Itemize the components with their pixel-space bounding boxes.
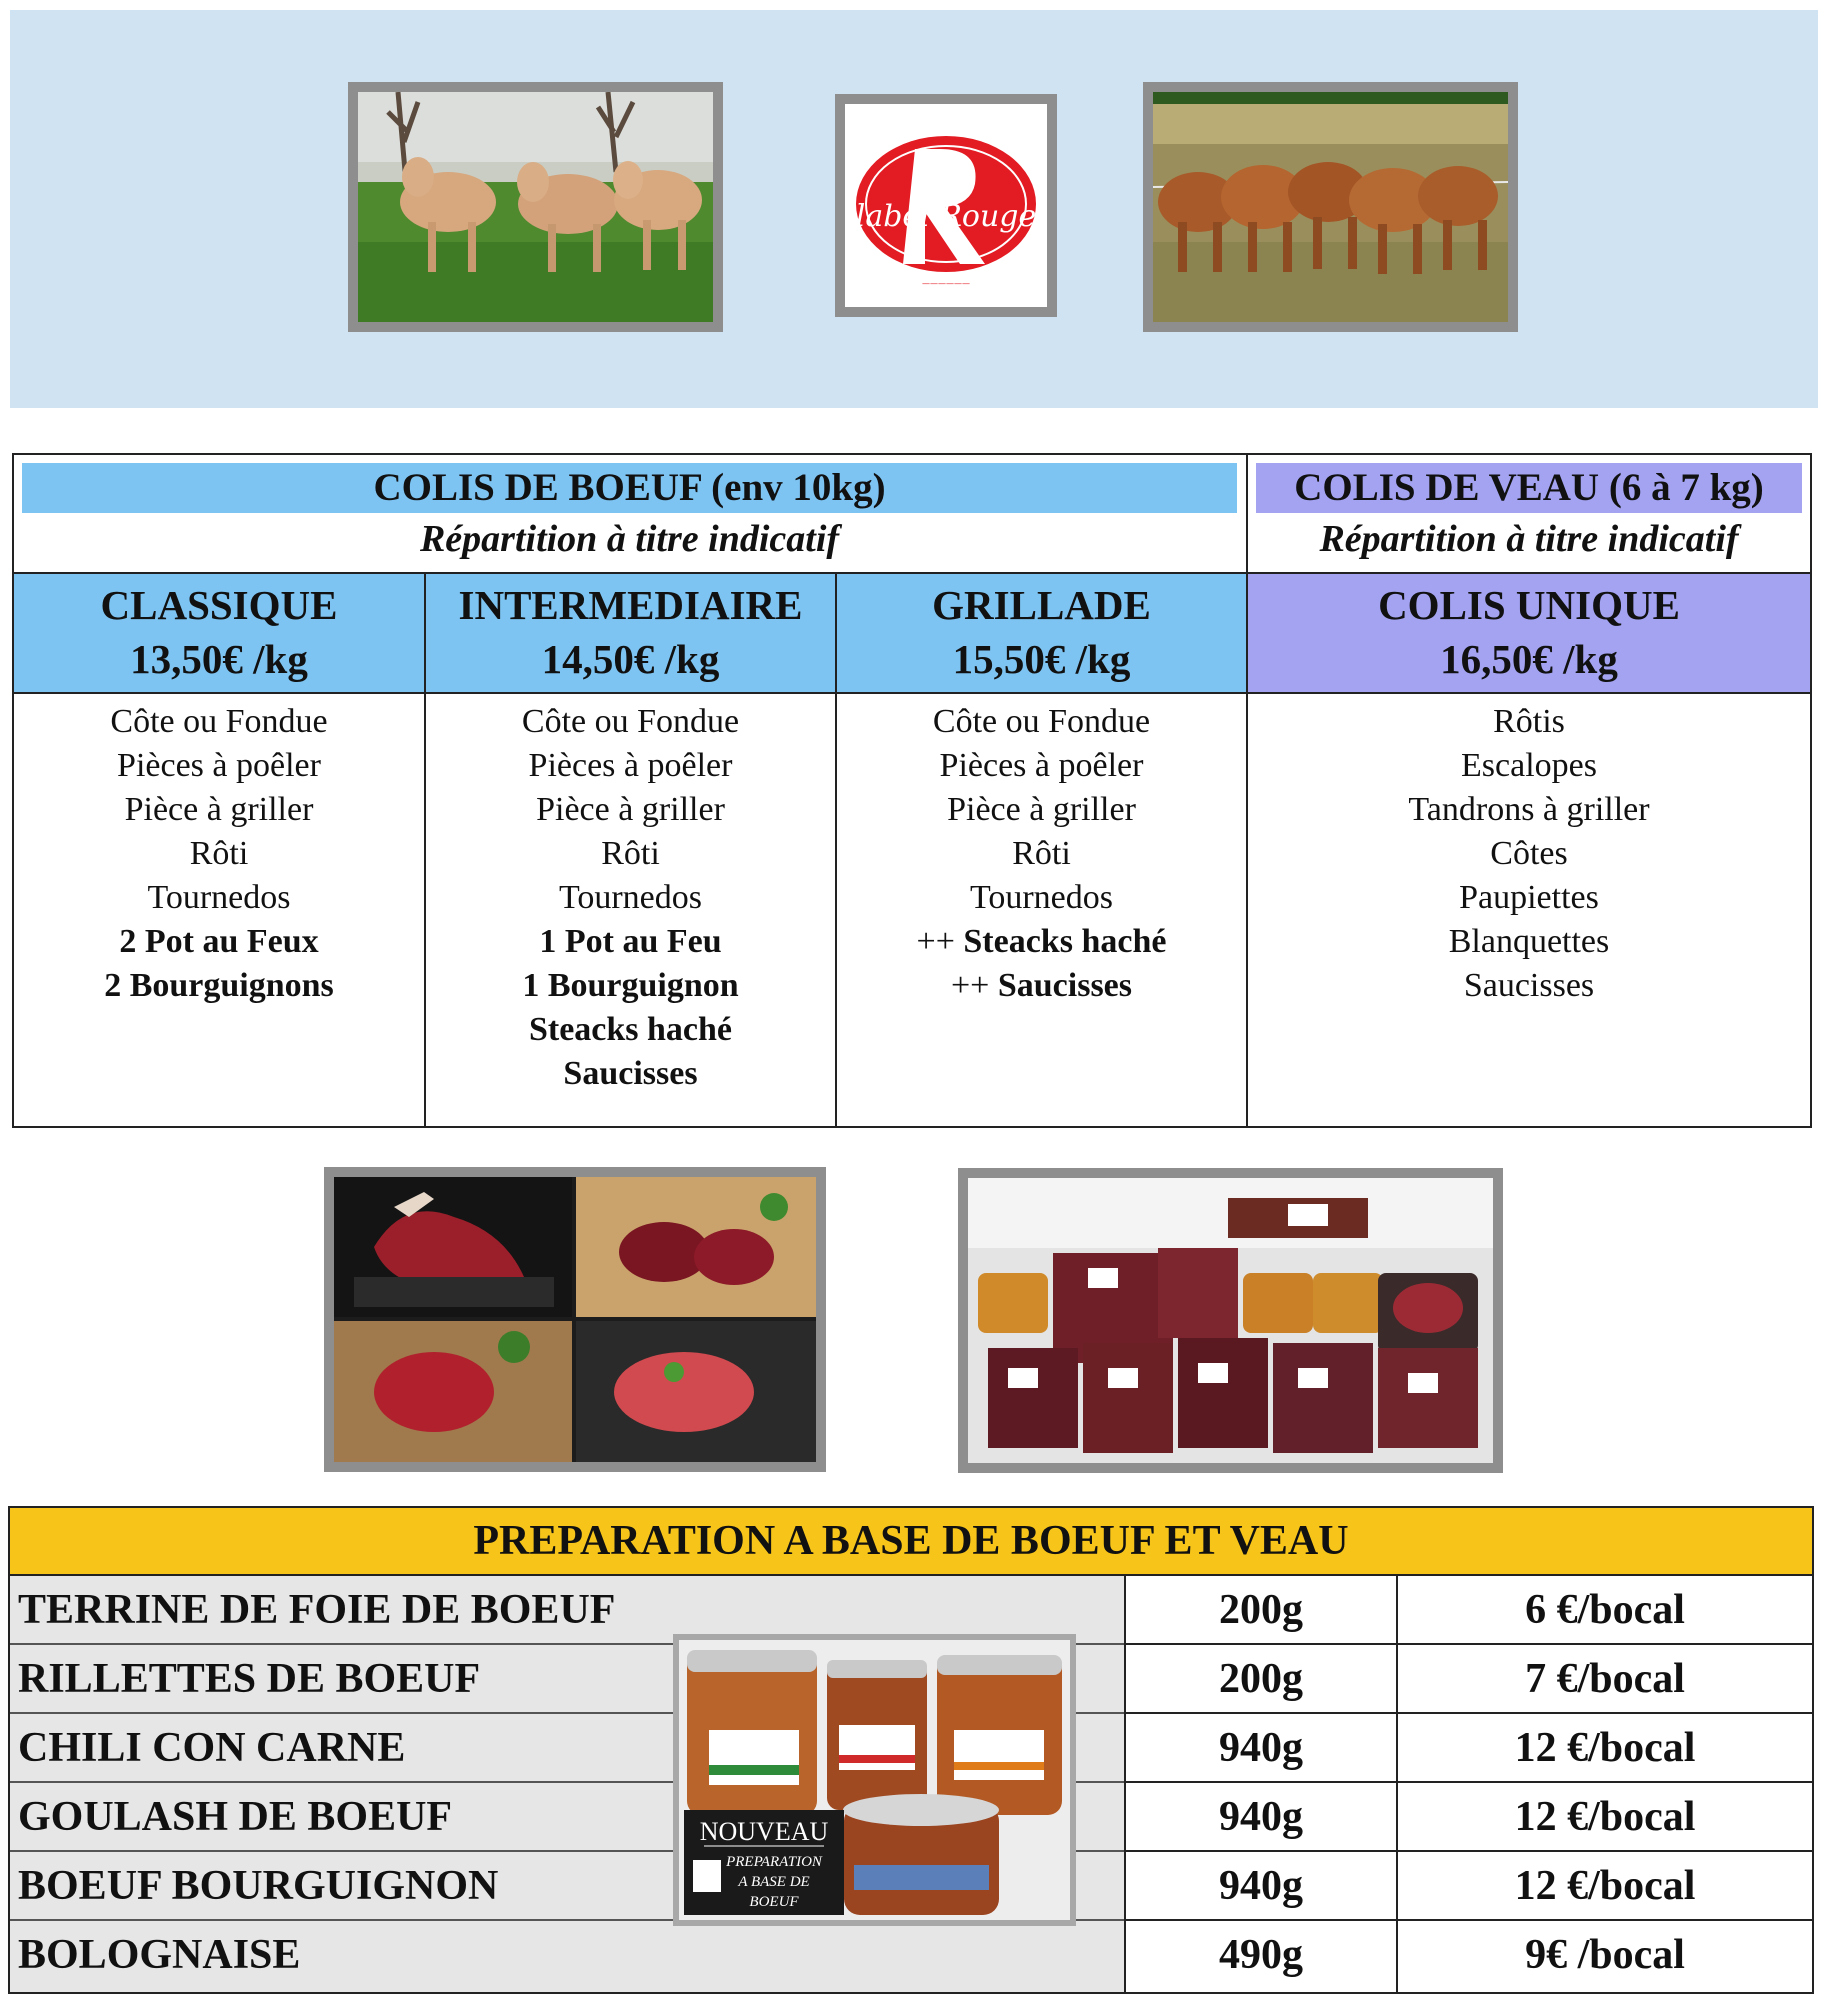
product-price: 9€ /bocal bbox=[1396, 1921, 1812, 1992]
list-item-bold: Saucisses bbox=[563, 1055, 698, 1092]
list-item: Pièce à griller bbox=[124, 791, 314, 828]
table-divider bbox=[424, 572, 426, 1126]
list-item: Côtes bbox=[1490, 835, 1568, 872]
product-price: 12 €/bocal bbox=[1396, 1714, 1812, 1783]
veal-colis-subtitle: Répartition à titre indicatif bbox=[1319, 518, 1739, 560]
list-item: Rôti bbox=[1012, 835, 1071, 872]
beef-colis-title: COLIS DE BOEUF (env 10kg) bbox=[373, 466, 886, 509]
jars-badge-line: A BASE DE bbox=[738, 1874, 810, 1890]
pack-price: 16,50€ /kg bbox=[1440, 636, 1618, 682]
list-item-bold: 2 Bourguignons bbox=[104, 967, 334, 1004]
extra-prefix: ++ bbox=[916, 923, 964, 960]
list-item: Rôti bbox=[189, 835, 249, 872]
jars-badge-title: NOUVEAU bbox=[699, 1817, 829, 1846]
jars-badge-line: BOEUF bbox=[749, 1894, 799, 1910]
table-divider bbox=[1246, 455, 1248, 1126]
pack-items-grillade bbox=[837, 700, 1246, 1008]
table-divider bbox=[835, 572, 837, 1126]
list-item: Pièces à poêler bbox=[528, 747, 733, 784]
product-name: GOULASH DE BOEUF bbox=[10, 1783, 1124, 1852]
pack-items-colis-unique bbox=[1248, 700, 1810, 1008]
pack-price: 13,50€ /kg bbox=[130, 636, 308, 682]
list-item: Côte ou Fondue bbox=[110, 703, 328, 740]
svg-text:——————: —————— bbox=[922, 279, 970, 288]
product-price: 7 €/bocal bbox=[1396, 1645, 1812, 1714]
beef-colis-subtitle: Répartition à titre indicatif bbox=[419, 518, 840, 560]
list-item: Tournedos bbox=[147, 879, 291, 916]
list-item: Pièce à griller bbox=[536, 791, 725, 828]
product-name: TERRINE DE FOIE DE BOEUF bbox=[10, 1576, 1124, 1645]
list-item-extra bbox=[837, 964, 1246, 1008]
product-price: 6 €/bocal bbox=[1396, 1576, 1812, 1645]
colis-table bbox=[12, 453, 1812, 1128]
list-item: Tournedos bbox=[969, 879, 1114, 916]
veal-colis-title: COLIS DE VEAU (6 à 7 kg) bbox=[1294, 466, 1764, 509]
extra-prefix: ++ bbox=[951, 967, 998, 1004]
list-item-bold: 1 Pot au Feu bbox=[539, 923, 722, 960]
list-item: Tandrons à griller bbox=[1408, 791, 1650, 828]
list-item: Escalopes bbox=[1461, 747, 1597, 784]
pack-header-intermediaire bbox=[426, 574, 835, 692]
list-item: Pièce à griller bbox=[947, 791, 1136, 828]
pack-price: 15,50€ /kg bbox=[952, 636, 1131, 682]
table-row bbox=[10, 1921, 1812, 1992]
pack-header-grillade bbox=[837, 574, 1246, 692]
list-item-bold: Steacks haché bbox=[528, 1011, 733, 1048]
product-weight: 940g bbox=[1124, 1714, 1396, 1783]
list-item: Rôti bbox=[601, 835, 660, 872]
product-price: 12 €/bocal bbox=[1396, 1783, 1812, 1852]
jars-photo bbox=[673, 1634, 1076, 1926]
pack-name: GRILLADE bbox=[932, 582, 1151, 628]
list-item: Blanquettes bbox=[1448, 923, 1610, 960]
pack-price: 14,50€ /kg bbox=[541, 636, 720, 682]
product-weight: 940g bbox=[1124, 1783, 1396, 1852]
jars-badge-line: PREPARATION bbox=[726, 1854, 822, 1870]
product-weight: 200g bbox=[1124, 1645, 1396, 1714]
list-item: Saucisses bbox=[1463, 967, 1595, 1004]
meat-cuts-photo bbox=[324, 1167, 826, 1472]
product-weight: 490g bbox=[1124, 1921, 1396, 1992]
list-item-bold: 1 Bourguignon bbox=[522, 967, 739, 1004]
pack-header-classique bbox=[14, 574, 424, 692]
label-rouge-logo bbox=[835, 94, 1057, 317]
pack-name: CLASSIQUE bbox=[100, 582, 338, 628]
list-item: Côte ou Fondue bbox=[521, 703, 740, 740]
list-item: Pièces à poêler bbox=[117, 747, 321, 784]
table-divider bbox=[14, 692, 1810, 694]
list-item: Rôtis bbox=[1493, 703, 1565, 740]
pack-header-colis-unique bbox=[1248, 574, 1810, 692]
cows-field-photo bbox=[1143, 82, 1518, 332]
product-weight: 200g bbox=[1124, 1576, 1396, 1645]
product-name: BOLOGNAISE bbox=[10, 1921, 1124, 1992]
list-item: Paupiettes bbox=[1459, 879, 1599, 916]
pack-items-classique bbox=[14, 700, 424, 1008]
extra-text: Saucisses bbox=[997, 967, 1132, 1004]
extra-text: Steacks haché bbox=[963, 923, 1167, 960]
preparations-title: PREPARATION A BASE DE BOEUF ET VEAU bbox=[10, 1508, 1812, 1576]
cows-pasture-photo bbox=[348, 82, 723, 332]
product-name: CHILI CON CARNE bbox=[10, 1714, 1124, 1783]
pack-name: INTERMEDIAIRE bbox=[458, 582, 803, 628]
meat-package-photo bbox=[958, 1168, 1503, 1473]
list-item-bold: 2 Pot au Feux bbox=[119, 923, 319, 960]
list-item-extra bbox=[837, 920, 1246, 964]
list-item: Côte ou Fondue bbox=[932, 703, 1151, 740]
list-item: Pièces à poêler bbox=[939, 747, 1144, 784]
product-weight: 940g bbox=[1124, 1852, 1396, 1921]
product-price: 12 €/bocal bbox=[1396, 1852, 1812, 1921]
table-divider bbox=[14, 572, 1810, 574]
list-item: Tournedos bbox=[558, 879, 703, 916]
product-name: BOEUF BOURGUIGNON bbox=[10, 1852, 1124, 1921]
product-name: RILLETTES DE BOEUF bbox=[10, 1645, 1124, 1714]
pack-name: COLIS UNIQUE bbox=[1378, 582, 1680, 628]
pack-items-intermediaire bbox=[426, 700, 835, 1096]
label-rouge-text: label Rouge bbox=[855, 199, 1037, 234]
